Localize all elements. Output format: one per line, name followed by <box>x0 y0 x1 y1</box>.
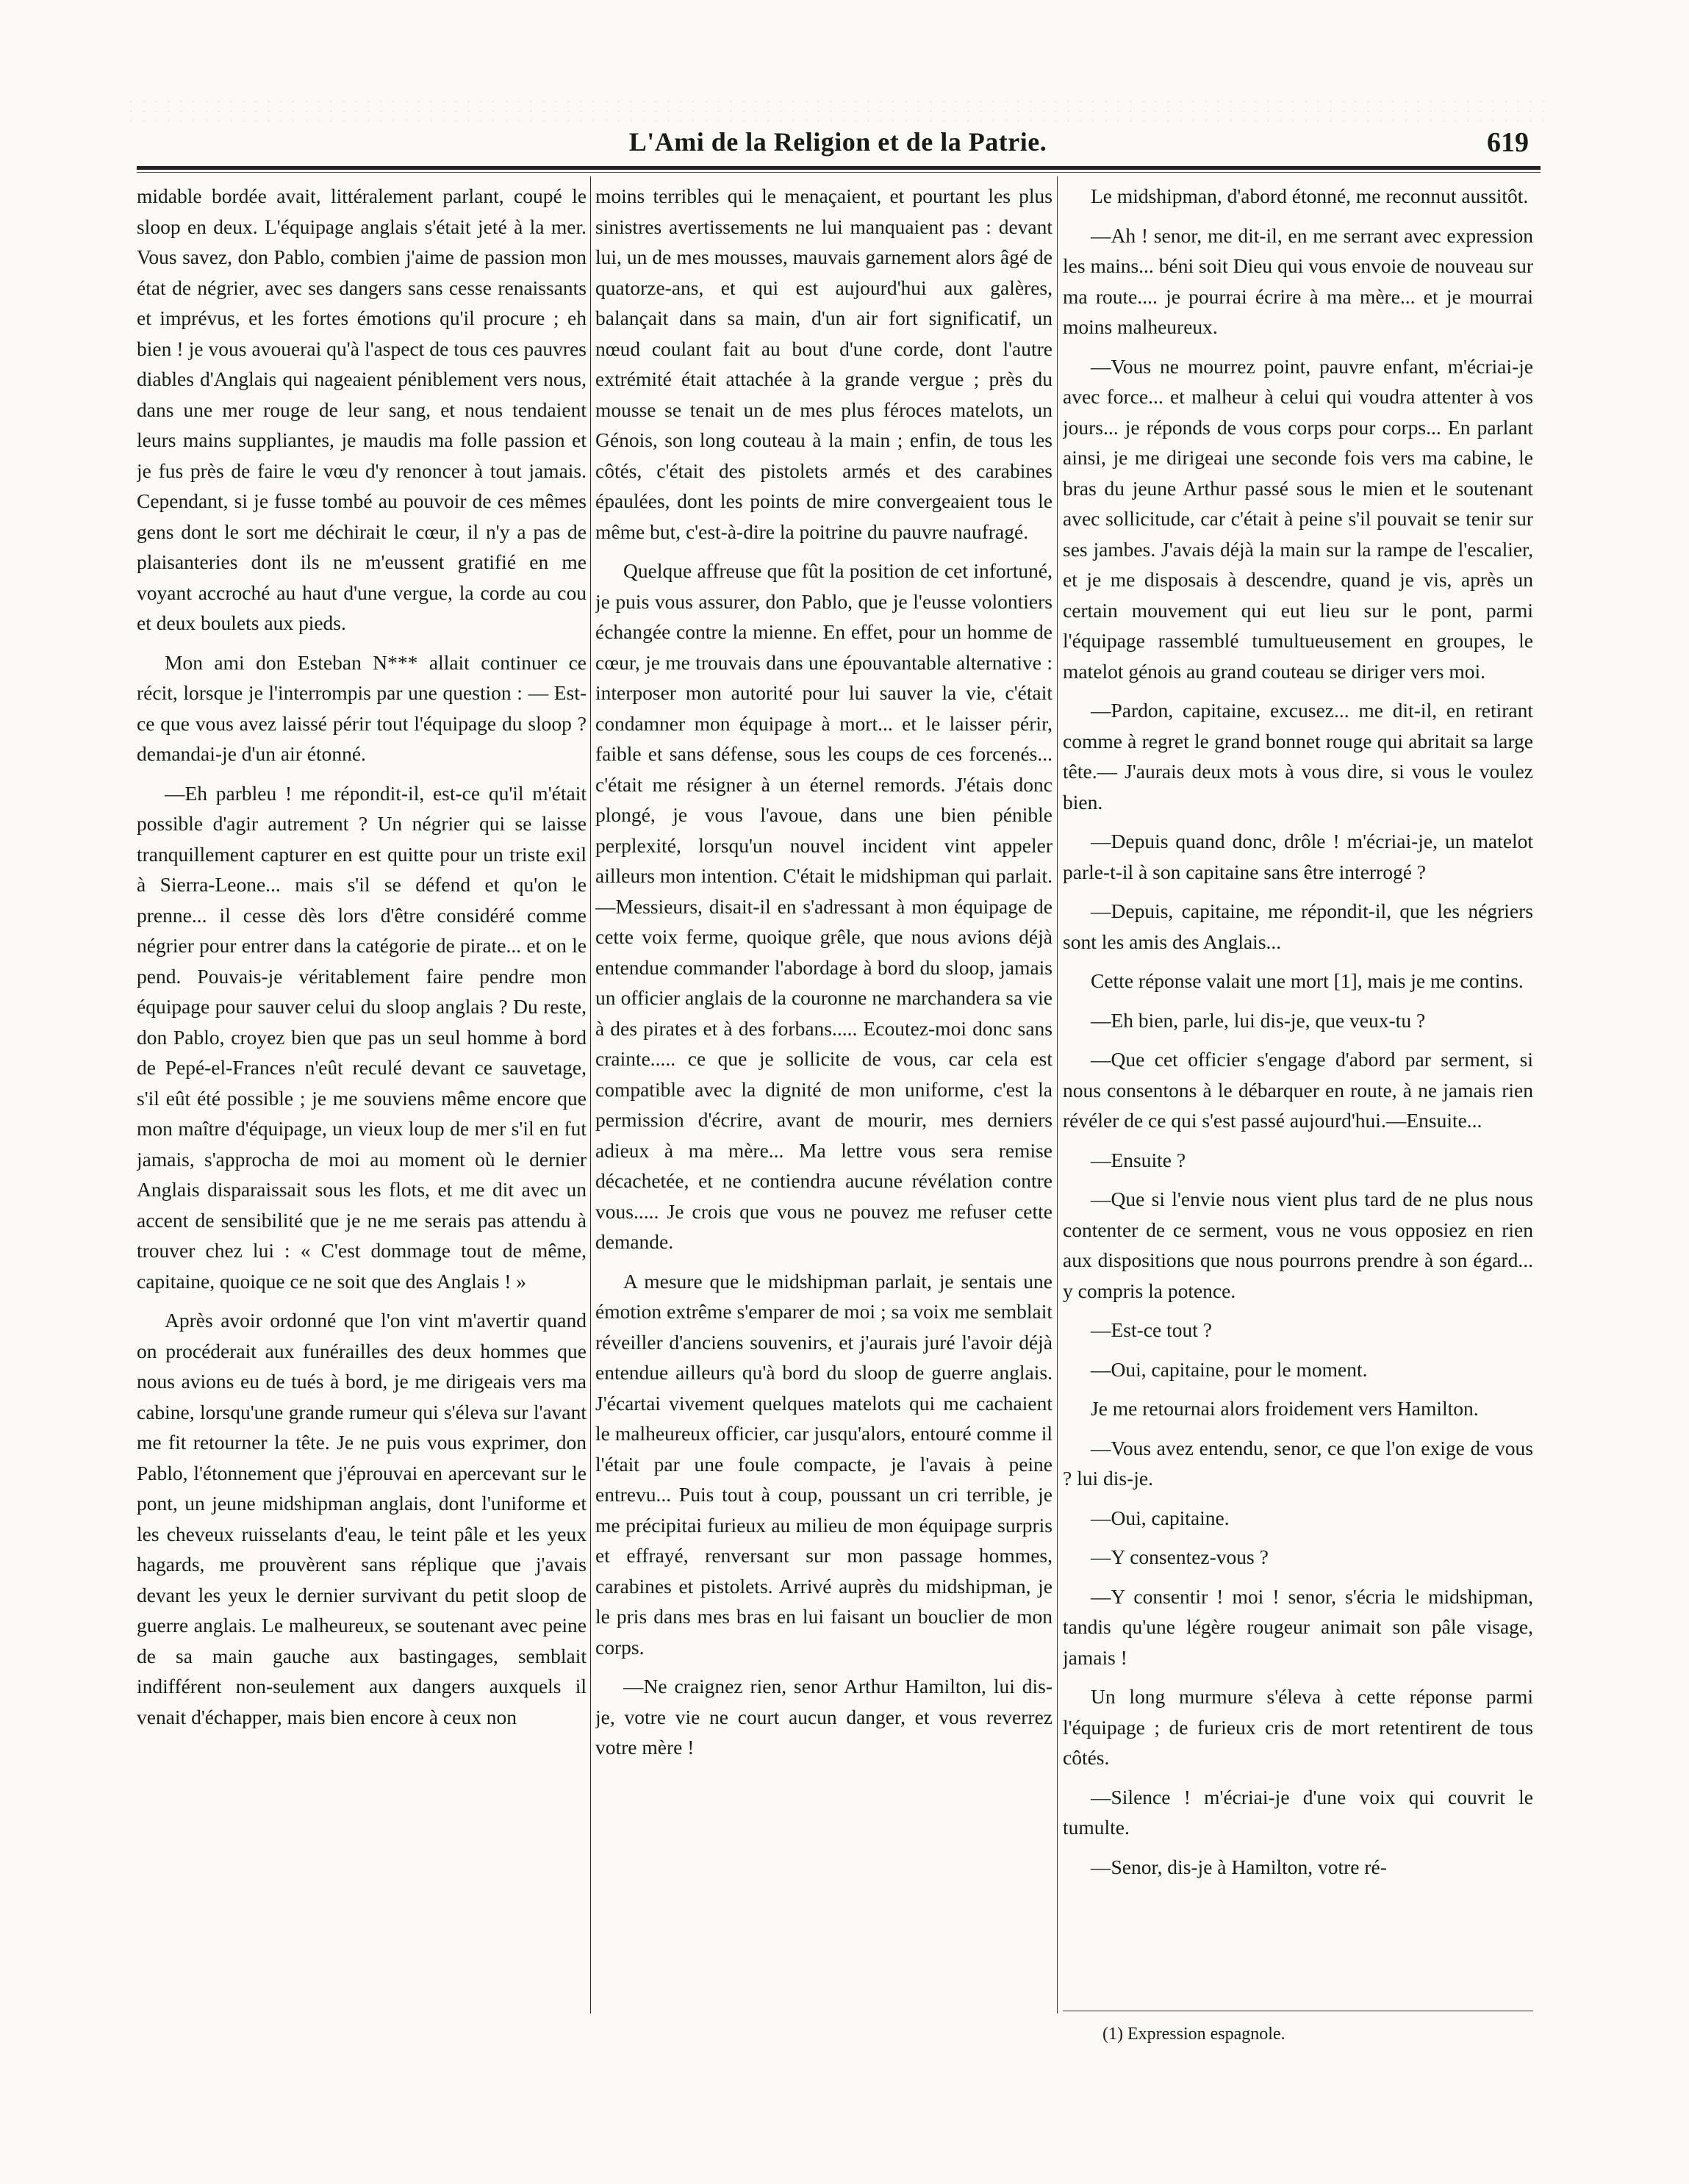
text-column-1 <box>137 181 587 2011</box>
paragraph: —Oui, capitaine, pour le moment. <box>1091 1357 1368 1381</box>
header-rule-thick <box>137 166 1541 170</box>
paragraph: —Ne craignez rien, senor Arthur Hamilton, lui dis-je, votre vie ne court aucun danger, et vous reverrez votre mère ! <box>595 1675 1053 1759</box>
paragraph: Après avoir ordonné que l'on vint m'avertir quand on procéderait aux funérailles des deux hommes que nous avions eu de tués à bord, je me dirigeais vers ma cabine, lorsqu'une grande rumeur qui s'éleva sur l'avant me fit retourner la tête. Je ne puis vous exprimer, don Pablo, l'étonnement que j'éprouvai en apercevant sur le pont, un jeune midshipman anglais, dont l'uniforme et les cheveux ruisselants d'eau, le teint pâle et les yeux hagards, me prouvèrent sans réplique que j'avais devant les yeux le dernier survivant du petit sloop de guerre anglais. Le malheureux, se soutenant avec peine de sa main gauche aux bastingages, semblait indifférent non-seulement aux dangers auxquels il venait d'échapper, mais bien encore à ceux non <box>137 1309 587 1728</box>
page-number: 619 <box>1487 127 1529 158</box>
column-divider <box>590 176 591 2014</box>
paragraph: —Depuis quand donc, drôle ! m'écriai-je, un matelot parle-t-il à son capitaine sans être interrogé ? <box>1063 830 1533 883</box>
paragraph: —Ah ! senor, me dit-il, en me serrant avec expression les mains... béni soit Dieu qui vous envoie de nouveau sur ma route.... je pourrai écrire à ma mère... et je mourrai moins malheureux. <box>1063 223 1533 338</box>
paragraph: —Oui, capitaine. <box>1091 1506 1230 1529</box>
paragraph: —Que cet officier s'engage d'abord par serment, si nous consentons à le débarquer en route, à ne jamais rien révéler de ce qui s'est passé aujourd'hui.—Ensuite... <box>1063 1048 1533 1132</box>
paragraph: —Silence ! m'écriai-je d'une voix qui couvrit le tumulte. <box>1063 1785 1533 1839</box>
paragraph: Cette réponse valait une mort [1], mais je me contins. <box>1091 969 1524 992</box>
paragraph: Le midshipman, d'abord étonné, me reconnut aussitôt. <box>1091 184 1529 207</box>
paragraph: —Y consentez-vous ? <box>1091 1545 1269 1568</box>
paragraph: —Eh parbleu ! me répondit-il, est-ce qu'il m'était possible d'agir autrement ? Un négrier qui se laisse tranquillement capturer en est quitte pour un triste exil à Sierra-Leone... mais s'il se défend et qu'on le prenne... il cesse dès lors d'être considéré comme négrier pour entrer dans la catégorie de pirate... et on le pend. Pouvais-je véritablement faire pendre mon équipage pour sauver celui du sloop anglais ? Du reste, don Pablo, croyez bien que pas un seul homme à bord de Pepé-el-Frances n'eût reculé devant ce sauvetage, s'il eût été possible ; je me souviens même encore que mon maître d'équipage, un vieux loup de mer s'il en fut jamais, s'approcha de moi au moment où le dernier Anglais disparaissait sous les flots, et me dit avec un accent de sensibilité que je ne me serais pas attendu à trouver chez lui : « C'est dommage tout de même, capitaine, quoique ce ne soit que des Anglais ! » <box>137 781 587 1293</box>
paragraph: —Depuis, capitaine, me répondit-il, que les négriers sont les amis des Anglais... <box>1063 899 1533 953</box>
running-header-title: L'Ami de la Religion et de la Patrie. <box>628 127 1047 157</box>
paragraph: —Eh bien, parle, lui dis-je, que veux-tu ? <box>1091 1008 1426 1032</box>
print-speckle-decoration <box>125 97 1543 126</box>
paragraph: Un long murmure s'éleva à cette réponse parmi l'équipage ; de furieux cris de mort retentirent de tous côtés. <box>1063 1685 1533 1769</box>
paragraph: —Est-ce tout ? <box>1091 1318 1212 1341</box>
paragraph: —Senor, dis-je à Hamilton, votre ré- <box>1091 1855 1387 1878</box>
paragraph: —Ensuite ? <box>1091 1148 1186 1171</box>
paragraph: —Y consentir ! moi ! senor, s'écria le midshipman, tandis qu'une légère rougeur animait son pâle visage, jamais ! <box>1063 1584 1533 1669</box>
paragraph: —Vous ne mourrez point, pauvre enfant, m'écriai-je avec force... et malheur à celui qui voudra attenter à vos jours... je réponds de vous corps pour corps... En parlant ainsi, je me dirigeai une seconde fois vers ma cabine, le bras du jeune Arthur passé sous le mien et le soutenant avec sollicitude, car c'était à peine s'il pouvait se tenir sur ses jambes. J'avais déjà la main sur la rampe de l'escalier, et je me disposais à descendre, quand je vis, après un certain mouvement qui eut lieu sur le pont, parmi l'équipage rassemblé tumultueusement en groupes, le matelot génois au grand couteau se diriger vers moi. <box>1063 354 1533 683</box>
footnote: (1) Expression espagnole. <box>1102 2025 1285 2044</box>
paragraph: Je me retournai alors froidement vers Hamilton. <box>1091 1397 1479 1420</box>
paragraph: Quelque affreuse que fût la position de cet infortuné, je puis vous assurer, don Pablo, que je l'eusse volontiers échangée contre la mienne. En effet, pour un homme de cœur, je me trouvais dans une épouvantable alternative : interposer mon autorité pour lui sauver la vie, c'était condamner mon équipage à mort... et le laisser périr, faible et sans défense, sous les coups de ces forcenés... c'était me résigner à un éternel remords. J'étais donc plongé, je vous l'avoue, dans une bien pénible perplexité, lorsqu'un nouvel incident vint appeler ailleurs mon intention. C'était le midshipman qui parlait.—Messieurs, disait-il en s'adressant à mon équipage de cette voix ferme, quoique grêle, que nous avions déjà entendue commander l'abordage à bord du sloop, jamais un officier anglais de la couronne ne marchandera sa vie à des pirates et à des forbans..... Ecoutez-moi donc sans crainte..... ce que je sollicite de vous, car cela est compatible avec la dignité de mon uniforme, c'est la permission d'écrire, avant de mourir, mes derniers adieux à ma mère... Ma lettre vous sera remise décachetée, et ne contiendra aucune révélation contre vous..... Je crois que vous ne pouvez me refuser cette demande. <box>595 559 1053 1253</box>
text-column-2 <box>595 181 1053 2011</box>
paragraph: A mesure que le midshipman parlait, je sentais une émotion extrême s'emparer de moi ; sa voix me semblait réveiller d'anciens souvenirs, et j'aurais juré l'avoir déjà entendue ailleurs qu'à bord du sloop de guerre anglais. J'écartai vivement quelques matelots qui me cachaient le malheureux officier, car jusqu'alors, entouré comme il l'était par une foule compacte, je l'avais à peine entrevu... Puis tout à coup, poussant un cri terrible, je me précipitai furieux au milieu de mon équipage surpris et effrayé, renversant sur mon passage hommes, carabines et pistolets. Arrivé auprès du midshipman, je le pris dans mes bras en lui faisant un bouclier de mon corps. <box>595 1269 1053 1659</box>
paragraph: —Que si l'envie nous vient plus tard de ne plus nous contenter de ce serment, vous ne vous opposiez en rien aux dispositions que nous pourrons prendre à son égard... y compris la potence. <box>1063 1188 1533 1302</box>
paragraph: Mon ami don Esteban N*** allait continuer ce récit, lorsque je l'interrompis par une question : — Est-ce que vous avez laissé périr tout l'équipage du sloop ? demandai-je d'un air étonné. <box>137 650 587 765</box>
paragraph: moins terribles qui le menaçaient, et pourtant les plus sinistres avertissements ne lui manquaient pas : devant lui, un de mes mousses, mauvais garnement alors âgé de quatorze-ans, et qui est aujourd'hui aux galères, balançait dans sa main, d'un air fort significatif, un nœud coulant fait au bout d'une corde, dont l'autre extrémité était attachée à la grande vergue ; près du mousse se tenait un de mes plus féroces matelots, un Génois, son long couteau à la main ; enfin, de tous les côtés, c'était des pistolets armés et des carabines épaulées, dont les points de mire convergeaient tous le même but, c'est-à-dire la poitrine du pauvre naufragé. <box>595 184 1053 543</box>
paragraph: midable bordée avait, littéralement parlant, coupé le sloop en deux. L'équipage anglais s'était jeté à la mer. Vous savez, don Pablo, combien j'aime de passion mon état de négrier, avec ses dangers sans cesse renaissants et imprévus, et les fortes émotions qu'il procure ; eh bien ! je vous avouerai qu'à l'aspect de tous ces pauvres diables d'Anglais qui nageaient péniblement vers nous, dans une mer rouge de leur sang, et nous tendaient leurs mains suppliantes, je maudis ma folle passion et je fus près de faire le vœu d'y renoncer à tout jamais. Cependant, si je fusse tombé au pouvoir de ces mêmes gens dont le sort me déchirait le cœur, il n'y a pas de plaisanteries dont ils ne m'eussent gratifié en me voyant accroché au haut d'une vergue, la corde au cou et deux boulets aux pieds. <box>137 184 587 634</box>
header-rule-thin <box>137 172 1541 173</box>
text-column-3 <box>1063 181 1533 2011</box>
column-divider <box>1057 176 1058 2014</box>
paragraph: —Vous avez entendu, senor, ce que l'on exige de vous ? lui dis-je. <box>1063 1436 1533 1490</box>
paragraph: —Pardon, capitaine, excusez... me dit-il, en retirant comme à regret le grand bonnet rouge qui abritait sa large tête.— J'aurais deux mots à vous dire, si vous le voulez bien. <box>1063 699 1533 813</box>
